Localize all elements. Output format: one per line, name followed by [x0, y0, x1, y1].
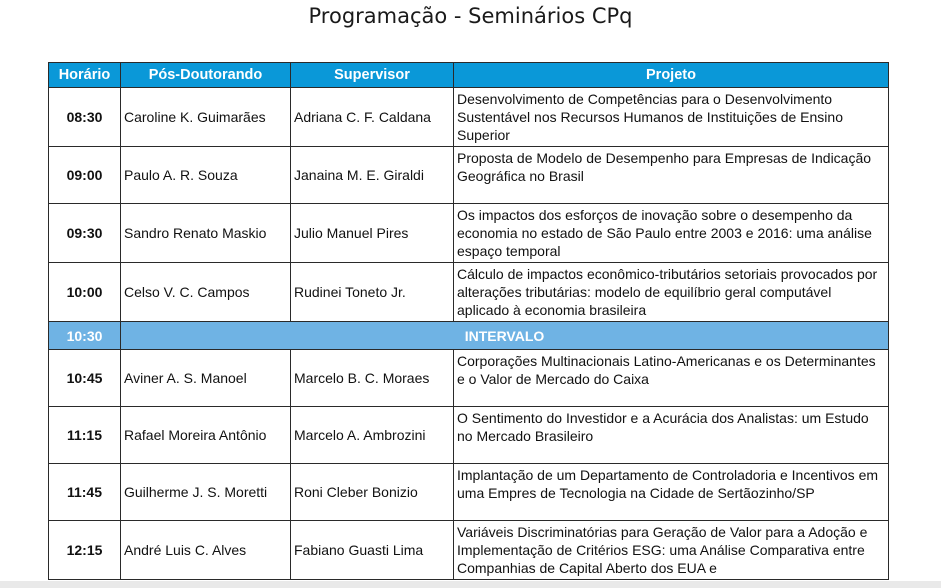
table-row	[49, 204, 889, 263]
table-row	[49, 464, 889, 521]
page-title: Programação - Seminários CPq	[308, 4, 633, 28]
table-row	[49, 263, 889, 322]
project-title: Desenvolvimento de Competências para o Desenvolvimento Sustentável nos Recursos Humanos de Instituições de Ensino Superior	[454, 88, 889, 147]
postdoc-name: Sandro Renato Maskio	[121, 204, 291, 263]
postdoc-name: Rafael Moreira Antônio	[121, 407, 291, 464]
break-time: 10:30	[49, 322, 121, 350]
header-time: Horário	[49, 63, 121, 88]
session-time: 09:30	[49, 204, 121, 263]
session-time: 11:15	[49, 407, 121, 464]
table-row	[49, 407, 889, 464]
project-title: Cálculo de impactos econômico-tributários setoriais provocados por alterações tributárias: modelo de equilíbrio geral computável aplicado à economia brasileira	[454, 263, 889, 322]
project-title: Variáveis Discriminatórias para Geração de Valor para a Adoção e Implementação de Critérios ESG: uma Análise Comparativa entre Companhias de Capital Aberto dos EUA e	[454, 521, 889, 580]
supervisor-name: Julio Manuel Pires	[291, 204, 454, 263]
break-row	[49, 322, 889, 350]
session-time: 11:45	[49, 464, 121, 521]
table-row	[49, 88, 889, 147]
session-time: 09:00	[49, 147, 121, 204]
table-header-row	[49, 63, 889, 88]
schedule-table	[48, 62, 889, 580]
session-time: 08:30	[49, 88, 121, 147]
postdoc-name: Guilherme J. S. Moretti	[121, 464, 291, 521]
supervisor-name: Janaina M. E. Giraldi	[291, 147, 454, 204]
session-time: 12:15	[49, 521, 121, 580]
supervisor-name: Marcelo A. Ambrozini	[291, 407, 454, 464]
postdoc-name: Aviner A. S. Manoel	[121, 350, 291, 407]
project-title: Corporações Multinacionais Latino-Americanas e os Determinantes e o Valor de Mercado do Caixa	[454, 350, 889, 407]
table-row	[49, 350, 889, 407]
session-time: 10:45	[49, 350, 121, 407]
supervisor-name: Roni Cleber Bonizio	[291, 464, 454, 521]
supervisor-name: Fabiano Guasti Lima	[291, 521, 454, 580]
postdoc-name: André Luis C. Alves	[121, 521, 291, 580]
postdoc-name: Celso V. C. Campos	[121, 263, 291, 322]
postdoc-name: Paulo A. R. Souza	[121, 147, 291, 204]
postdoc-name: Caroline K. Guimarães	[121, 88, 291, 147]
supervisor-name: Marcelo B. C. Moraes	[291, 350, 454, 407]
project-title: Implantação de um Departamento de Controladoria e Incentivos em uma Empres de Tecnologia na Cidade de Sertãozinho/SP	[454, 464, 889, 521]
table-row	[49, 147, 889, 204]
project-title: Os impactos dos esforços de inovação sobre o desempenho da economia no estado de São Paulo entre 2003 e 2016: uma análise espaço temporal	[454, 204, 889, 263]
header-postdoc: Pós-Doutorando	[121, 63, 291, 88]
project-title: O Sentimento do Investidor e a Acurácia dos Analistas: um Estudo no Mercado Brasileiro	[454, 407, 889, 464]
supervisor-name: Adriana C. F. Caldana	[291, 88, 454, 147]
session-time: 10:00	[49, 263, 121, 322]
project-title: Proposta de Modelo de Desempenho para Empresas de Indicação Geográfica no Brasil	[454, 147, 889, 204]
header-project: Projeto	[454, 63, 889, 88]
break-label: INTERVALO	[121, 322, 889, 350]
header-supervisor: Supervisor	[291, 63, 454, 88]
table-row	[49, 521, 889, 580]
supervisor-name: Rudinei Toneto Jr.	[291, 263, 454, 322]
page-bottom-edge	[0, 581, 941, 588]
